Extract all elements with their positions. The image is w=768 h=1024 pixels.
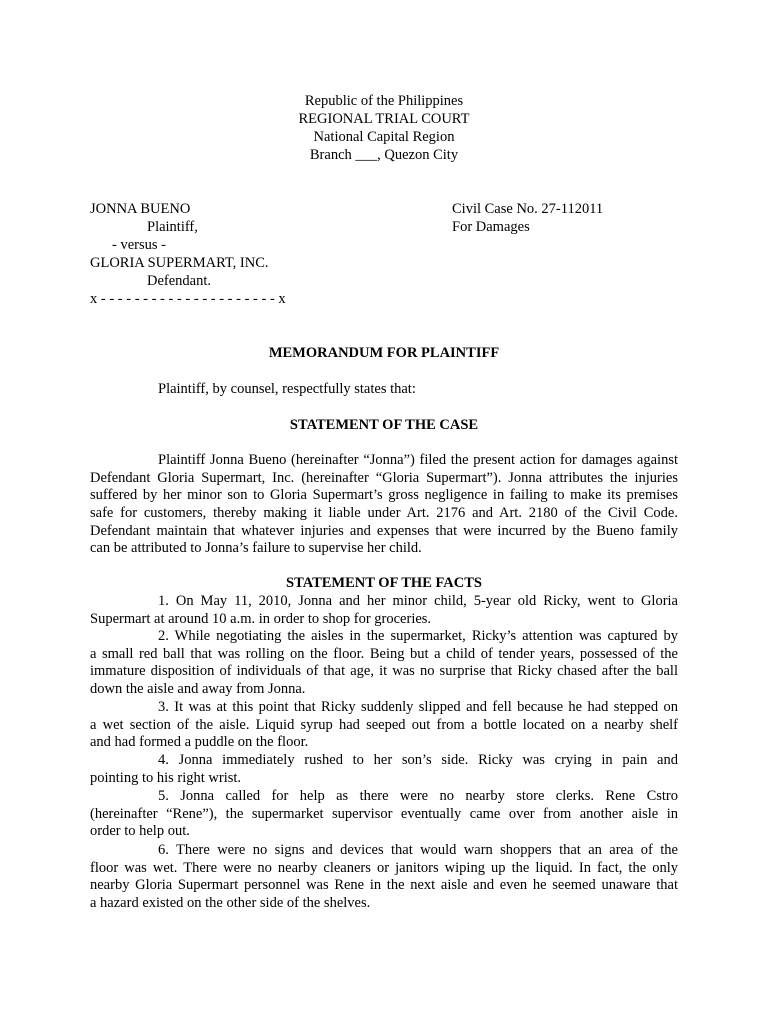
paragraph-line: Supermart at around 10 a.m. in order to shop for groceries.: [90, 610, 432, 627]
fact-2: [90, 628, 678, 699]
intro-text: Plaintiff, by counsel, respectfully states that:: [158, 381, 416, 397]
paragraph-line: 1. On May 11, 2010, Jonna and her minor child, 5-year old Ricky, went to Gloria: [158, 593, 678, 609]
paragraph-line: suffered by her minor son to Gloria Supermart’s gross negligence in failing to make its premises: [90, 487, 678, 504]
paragraph-line: 3. It was at this point that Ricky suddenly slipped and fell because he had stepped on: [158, 699, 678, 715]
paragraph-line: safe for customers, thereby making it liable under Art. 2176 and Art. 2180 of the Civil Code.: [90, 505, 678, 522]
document-title: MEMORANDUM FOR PLAINTIFF: [268, 345, 500, 361]
paragraph-line: (hereinafter “Rene”), the supermarket supervisor eventually came over from another aisle in: [90, 805, 678, 822]
paragraph-line: and had formed a puddle on the floor.: [90, 734, 309, 751]
facts-heading: STATEMENT OF THE FACTS: [286, 575, 482, 591]
fact-5: [90, 788, 678, 841]
paragraph-line: 5. Jonna called for help as there were no nearby store clerks. Rene Cstro: [158, 788, 678, 804]
paragraph-line: a wet section of the aisle. Liquid syrup had seeped out from a bottle located on a nearby shelf: [90, 716, 678, 733]
caption-region: National Capital Region: [313, 129, 455, 145]
case-heading: STATEMENT OF THE CASE: [289, 417, 479, 433]
paragraph-line: a small red ball that was rolling on the floor. Being but a child of tender years, possessed of the: [90, 645, 678, 662]
paragraph-line: can be attributed to Jonna’s failure to supervise her child.: [90, 540, 422, 557]
plaintiff-role: Plaintiff,: [147, 219, 198, 235]
caption-separator: x - - - - - - - - - - - - - - - - - - - - - x: [90, 291, 286, 307]
fact-1: [90, 593, 678, 628]
caption-republic: Republic of the Philippines: [304, 93, 464, 109]
case-paragraph: [90, 452, 678, 558]
plaintiff-name: JONNA BUENO: [90, 201, 191, 217]
caption-court: REGIONAL TRIAL COURT: [298, 111, 470, 127]
paragraph-line: 4. Jonna immediately rushed to her son’s side. Ricky was crying in pain and: [158, 752, 678, 768]
paragraph-line: down the aisle and away from Jonna.: [90, 681, 306, 698]
defendant-role: Defendant.: [147, 273, 212, 289]
case-number: Civil Case No. 27-112011: [452, 201, 604, 217]
defendant-name: GLORIA SUPERMART, INC.: [90, 255, 269, 271]
paragraph-line: order to help out.: [90, 823, 190, 840]
paragraph-line: floor was wet. There were no nearby cleaners or janitors wiping up the liquid. In fact, the only: [90, 859, 678, 876]
versus-text: - versus -: [112, 237, 166, 253]
paragraph-line: Plaintiff Jonna Bueno (hereinafter “Jonna”) filed the present action for damages against: [158, 452, 678, 468]
paragraph-line: pointing to his right wrist.: [90, 769, 242, 786]
paragraph-line: Defendant maintain that whatever injuries and expenses that were incurred by the Bueno family: [90, 522, 678, 539]
paragraph-line: Defendant Gloria Supermart, Inc. (hereinafter “Gloria Supermart”). Jonna attributes the injuries: [90, 469, 678, 486]
paragraph-line: nearby Gloria Supermart personnel was Rene in the next aisle and even he seemed unaware that: [90, 877, 678, 894]
paragraph-line: 2. While negotiating the aisles in the supermarket, Ricky’s attention was captured by: [158, 628, 678, 644]
paragraph-line: immature disposition of individuals of that age, it was no surprise that Ricky chased after the ball: [90, 663, 678, 680]
caption-branch: Branch ___, Quezon City: [309, 147, 459, 163]
case-type: For Damages: [452, 219, 530, 235]
fact-3: [90, 699, 678, 752]
fact-6: [90, 842, 678, 913]
paragraph-line: a hazard existed on the other side of the shelves.: [90, 895, 371, 912]
fact-4: [90, 752, 678, 787]
paragraph-line: 6. There were no signs and devices that would warn shoppers that an area of the: [158, 842, 678, 858]
